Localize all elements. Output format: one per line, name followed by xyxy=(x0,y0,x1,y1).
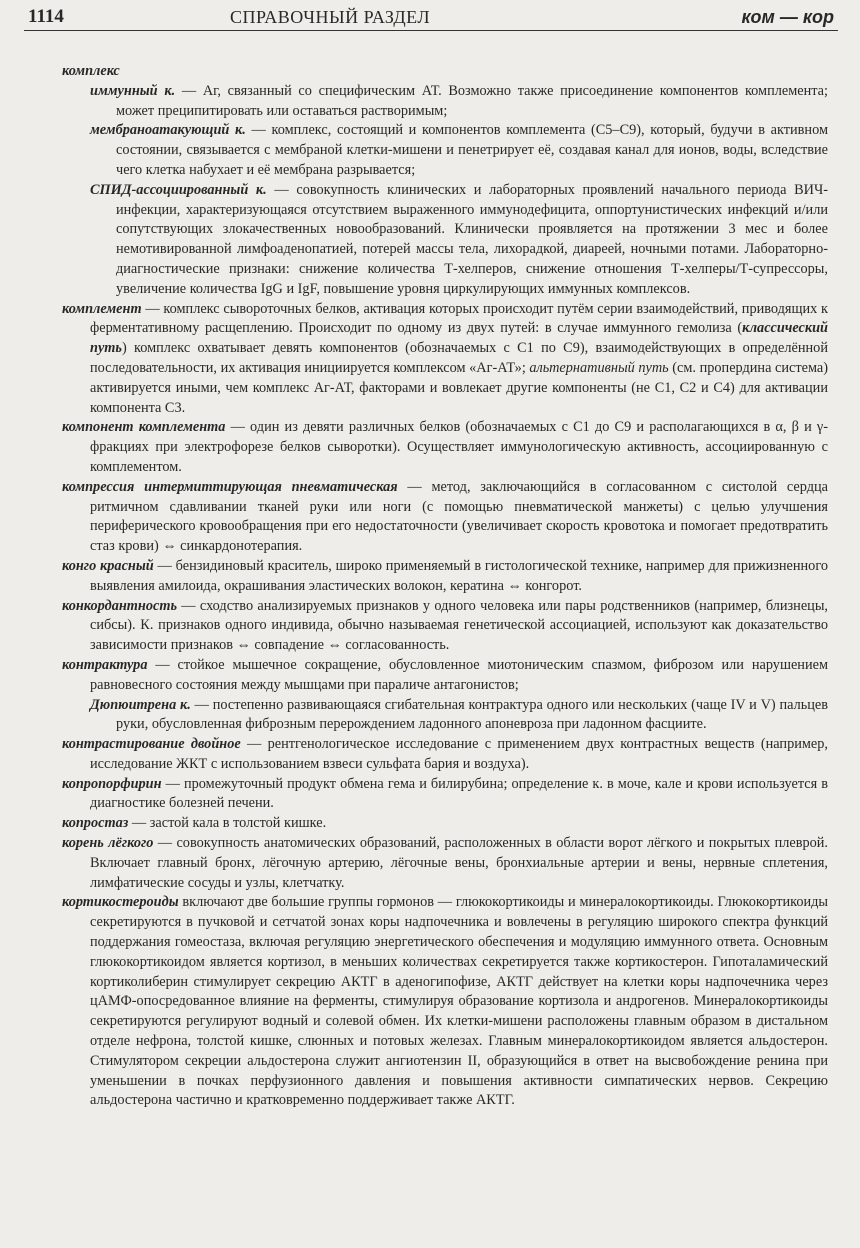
entry-italic-term: альтернативный путь xyxy=(529,359,669,376)
entry xyxy=(62,418,828,477)
entry-term: копростаз xyxy=(62,815,129,832)
entry-term: контрактура xyxy=(62,656,148,673)
entry-text: — один из девяти различных белков (обозначаемых с С1 до С9 и располагающихся в α, β и γ-фракциях при электрофорезе белков сыворотки). Осуществляет иммунологическую активность, ассоциированную с комплементом. xyxy=(90,419,828,475)
entry-term: кортикостероиды xyxy=(62,894,179,911)
entry-text: — совокупность анатомических образований, расположенных в области ворот лёгкого и покрытых плеврой. Включает главный бронх, лёгочную артерию, лёгочные вены, бронхиальные артерии и вены, нервные сплетения, лимфатические сосуды и узлы, клетчатку. xyxy=(90,835,828,891)
entry-text: — рентгенологическое исследование с применением двух контрастных веществ (например, исследование ЖКТ с использованием взвеси сульфата бария и воздуха). xyxy=(90,736,828,772)
entry xyxy=(62,814,828,834)
entry-term: контрастирование двойное xyxy=(62,736,241,753)
entry-text: — метод, заключающийся в согласованном с систолой сердца ритмичном сдавливании тканей руки или ноги (с помощью пневматической манжеты) с целью улучшения периферического кровообращения при его недостаточности (увеличивает скорость кровотока и помогает предотвратить стаз крови) ⇔ синкардонотерапия. xyxy=(90,478,828,555)
entry xyxy=(62,62,828,82)
entry-range: ком — кор xyxy=(741,7,834,27)
entry xyxy=(62,775,828,815)
entry-text: — стойкое мышечное сокращение, обусловленное миотоническим спазмом, фиброзом или нарушением равновесного состояния между мышцами при параличе антагонистов; xyxy=(90,656,828,693)
entry xyxy=(62,300,828,419)
entry-text: — совокупность клинических и лабораторных проявлений начального периода ВИЧ-инфекции, характеризующаяся отсутствием выраженного иммунодефицита, оппортунистических инфекций и/или сопутствующих злокачественных новообразований. Клинически проявляется на протяжении 3 мес и более немотивированной лимфоаденопатией, потерей массы тела, лихорадкой, диареей, ночными потами. Лабораторно-диагностические признаки: снижение количества Т-хелперов, снижение отношения Т-хелперы/Т-супрессоры, увеличение количества IgG и IgF, повышение уровня циркулирующих иммунных комплексов. xyxy=(116,181,828,297)
entry xyxy=(62,696,828,736)
entry-term: комплемент xyxy=(62,300,142,317)
entry xyxy=(62,478,828,557)
entry-text: — сходство анализируемых признаков у одного человека или пары родственников (например, близнецы, сибсы). К. признаков одного индивида, обычно называемая генетической ассоциацией, используют как доказательство зависимости признаков ⇔ совпадение ⇔ согласованность. xyxy=(90,597,828,654)
entry-text: — комплекс, состоящий и компонентов комплемента (С5–С9), который, будучи в активном состоянии, связывается с мембраной клетки-мишени и пенетрирует её, создавая канал для ионов, воды, вследствие чего клетка набухает и её мембрана разрывается; xyxy=(116,122,828,178)
entry xyxy=(62,557,828,597)
entry xyxy=(62,181,828,300)
entry-text: — Аг, связанный со специфическим АТ. Возможно также присоединение компонентов комплемента; может преципитировать или оставаться растворимым; xyxy=(116,82,829,119)
entry-text: — постепенно развивающаяся сгибательная контрактура одного или нескольких (чаще IV и V) пальцев руки, обусловленная фиброзным перерождением ладонного апоневроза при ладонном фасциите. xyxy=(116,696,828,733)
entry-term: Дюпюитрена к. xyxy=(90,696,191,713)
entry xyxy=(62,735,828,775)
entry-term: мембраноатакующий к. xyxy=(90,122,246,139)
entry-text: (см. пропердина система) активируется иными, чем комплекс Аг-АТ, факторами и вовлекает другие компоненты (не С1, С2 и С4) для активации компонента С3. xyxy=(90,359,828,416)
entry-term: корень лёгкого xyxy=(62,835,154,852)
entry-term: комплекс xyxy=(62,63,120,79)
entry xyxy=(62,656,828,696)
entry-text: включают две большие группы гормонов — глюкокортикоиды и минералокортикоиды. Глюкокортикоиды секретируются в пучковой и сетчатой зонах коры надпочечника и вовлечены в регуляцию широкого спектра функций поддержания гомеостаза, включая регуляцию энергетического обеспечения и модуляцию иммунного ответа. Основным глюкокортикоидом является кортизол, в меньших количествах секретируется также кортикостерон. Гипоталамический кортиколиберин стимулирует секрецию АКТГ в аденогипофизе, АКТГ действует на клетки коры надпочечника через цАМФ-опосредованное влияние на ферменты, стимулируя образование кортизола и андрогенов. Минералокортикоиды секретируются регулируют водный и солевой обмен. Их клетки-мишени расположены главным образом в дистальном отделе нефрона, толстой кишке, слюнных и потовых железах. Главным минералокортикоидом является альдостерон. Стимулятором секреции альдостерона служит ангиотензин II, образующийся в ответ на высвобождение ренина при уменьшении в почках перфузионного давления и повышения активности симпатических нервов. Секрецию альдостерона частично и кратковременно поддерживает также АКТГ. xyxy=(90,894,828,1109)
entry-italic-term: классический путь xyxy=(90,320,828,357)
entry xyxy=(62,82,828,122)
entry-text: — промежуточный продукт обмена гема и билирубина; определение к. в моче, кале и крови используется в диагностике болезней печени. xyxy=(90,775,828,812)
entry xyxy=(62,834,828,893)
entry-text: — комплекс сывороточных белков, активация которых происходит путём серии взаимодействий, приводящих к ферментативному расщеплению. Происходит по одному из двух путей: в случае иммунного гемолиза ( xyxy=(90,300,828,337)
entry-term: конкордантность xyxy=(62,597,177,614)
entry-term: СПИД-ассоциированный к. xyxy=(90,181,267,198)
page-number: 1114 xyxy=(28,6,64,27)
entries-body xyxy=(62,62,828,1111)
entry xyxy=(62,597,828,656)
page-header xyxy=(24,6,838,31)
entry-term: иммунный к. xyxy=(90,82,176,99)
entry-term: компонент комплемента xyxy=(62,419,226,436)
entry xyxy=(62,121,828,180)
entry-term: компрессия интермиттирующая пневматическая xyxy=(62,478,398,495)
entry xyxy=(62,893,828,1111)
entry-term: копропорфирин xyxy=(62,775,162,792)
entry-text: ) комплекс охватывает девять компонентов (обозначаемых с С1 по С9), взаимодействующих в определённой последовательности, их активация инициируется комплексом «Аг-АТ»; xyxy=(90,340,828,376)
entry-text: — застой кала в толстой кишке. xyxy=(128,815,327,832)
section-title: СПРАВОЧНЫЙ РАЗДЕЛ xyxy=(230,7,431,27)
entry-text: — бензидиновый краситель, широко применяемый в гистологической технике, например для прижизненного выявления амилоида, окрашивания эластических волокон, кератина ⇔ конгорот. xyxy=(90,557,828,594)
entry-term: конго красный xyxy=(62,557,154,574)
